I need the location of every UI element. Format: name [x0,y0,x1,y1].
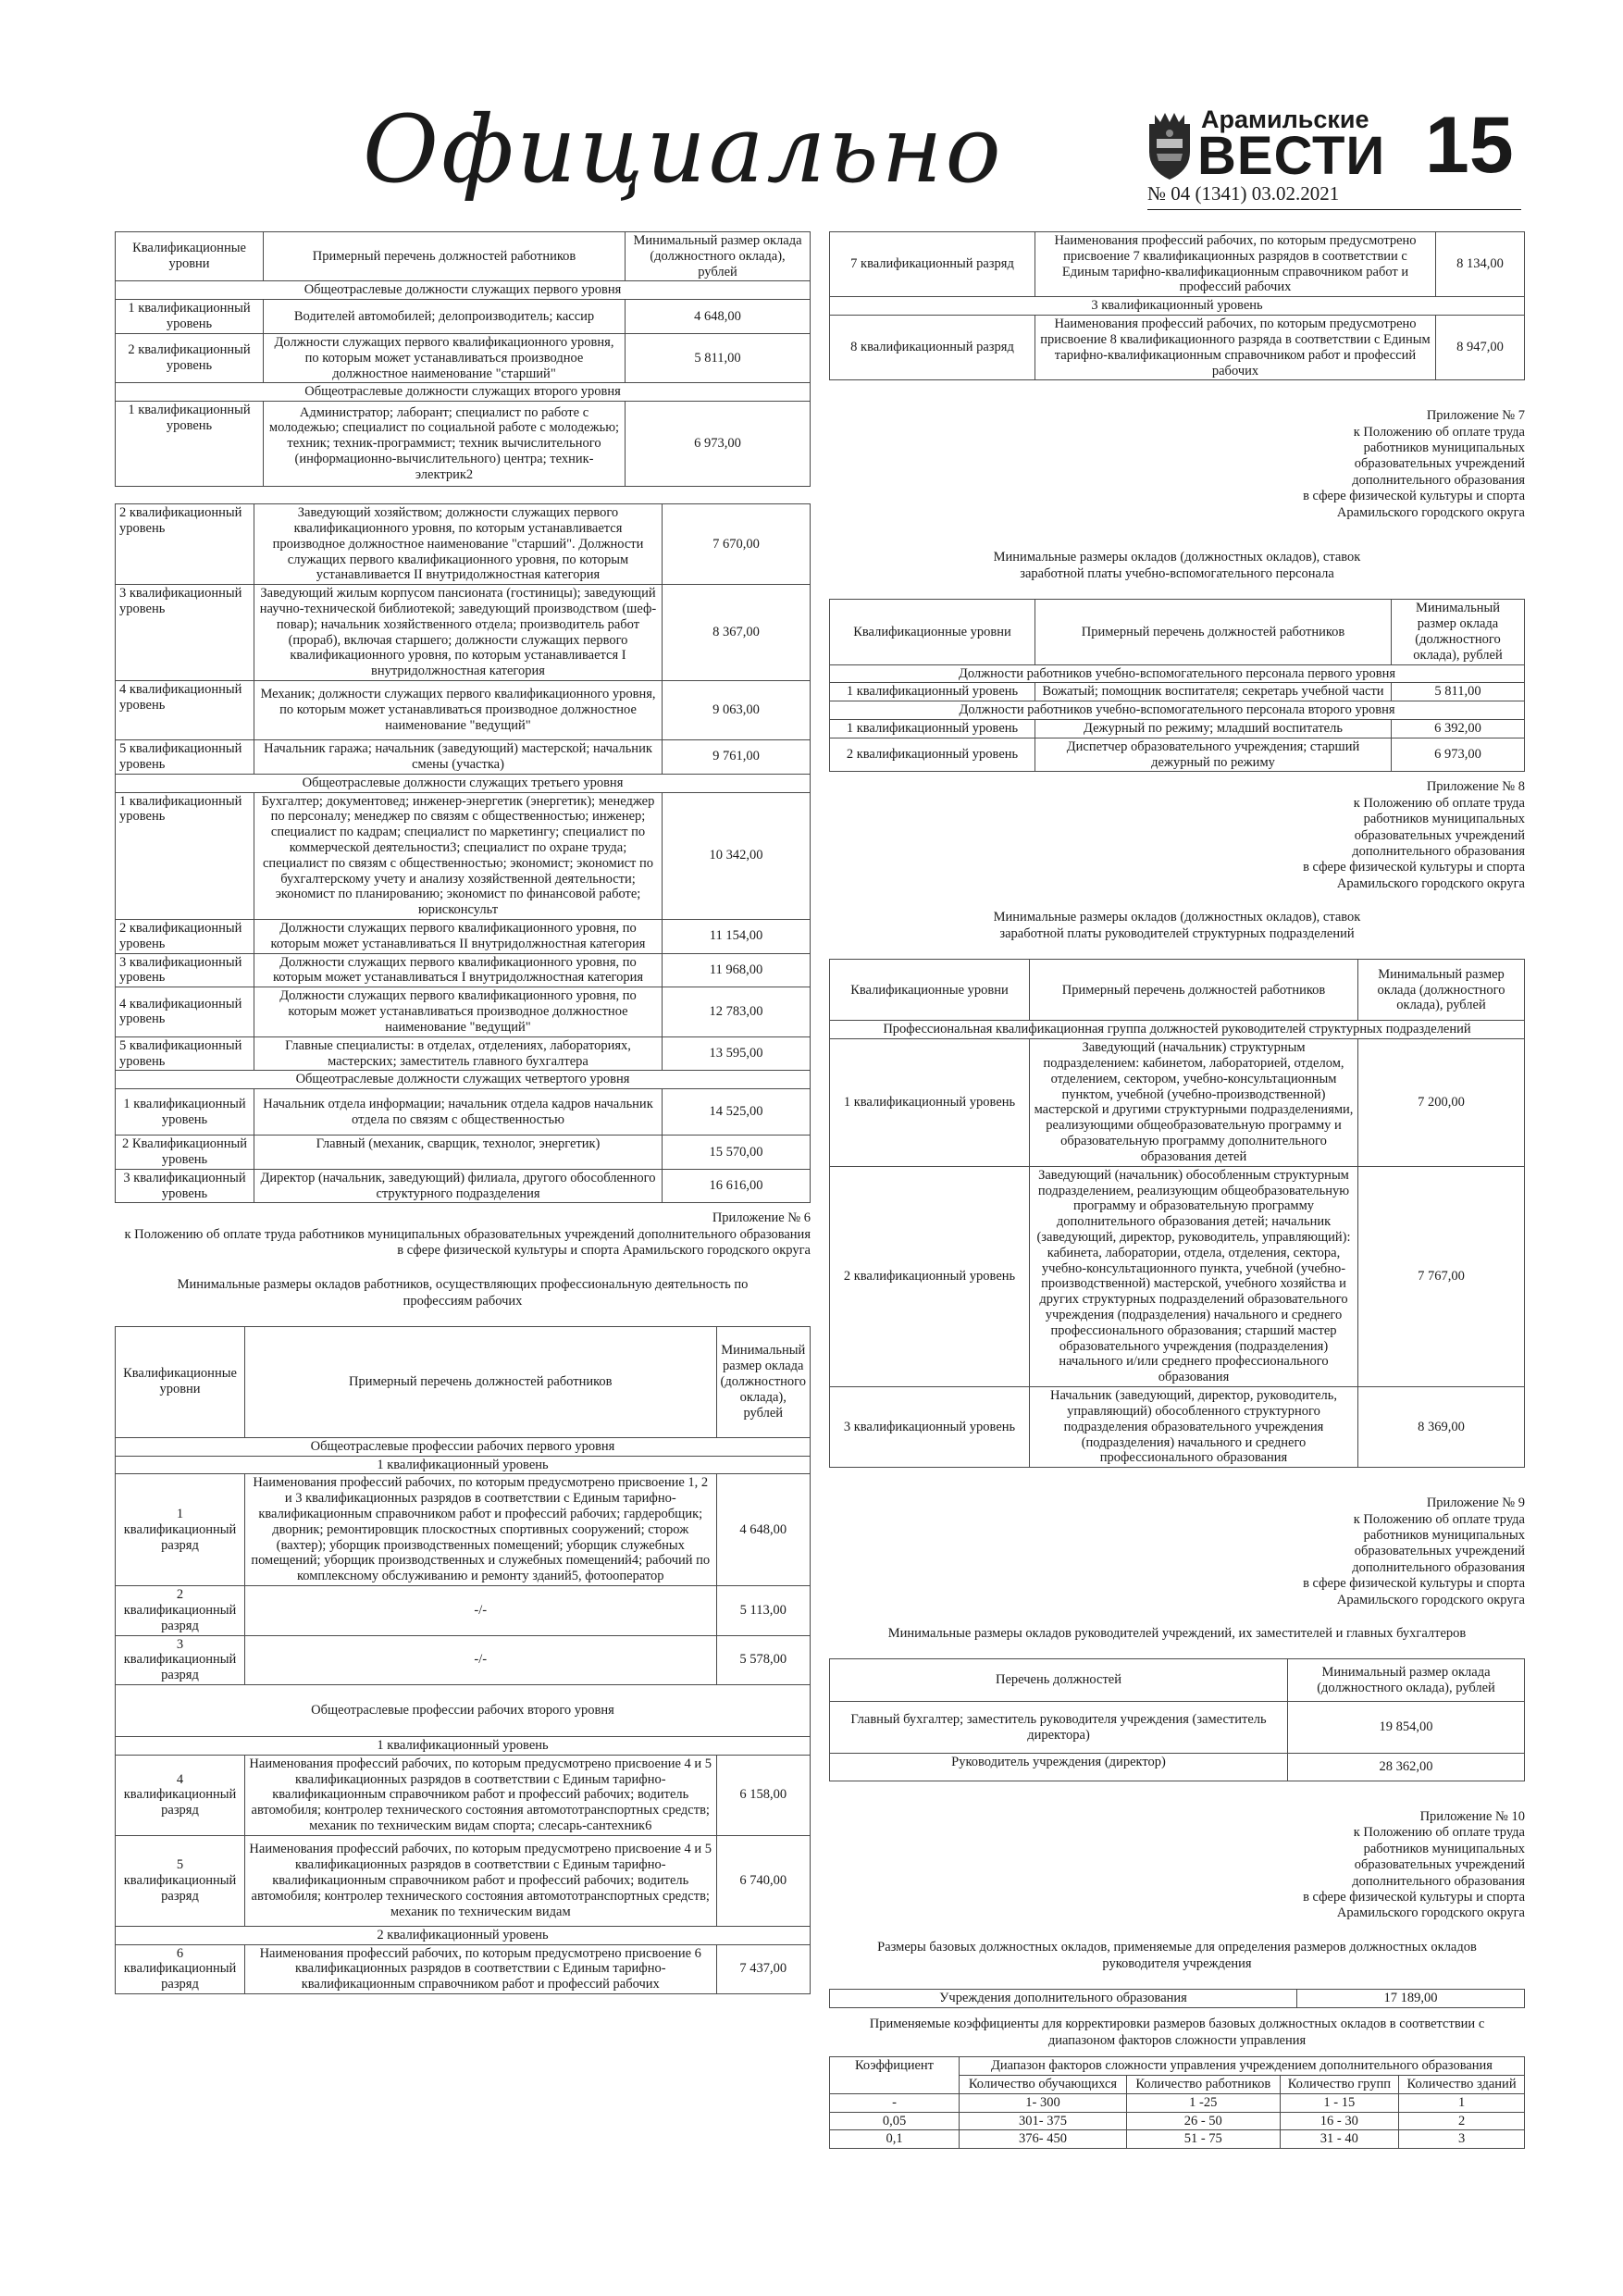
appendix-9-line: дополнительного образования [1352,1559,1525,1575]
table-row: 4 квалификационный уровень Механик; должности служащих первого квалификационного уровня, по которым может устанавливаться производное должностное наименование "ведущий" 9 063,00 [116,681,811,740]
salary-table-workers [115,1326,811,1994]
appendix-8-line: Арамильского городского округа [1336,875,1525,891]
table-row: 0,1 376- 450 51 - 75 31 - 40 3 [830,2130,1525,2149]
table-row: 2 квалификационный уровень Заведующий (начальник) обособленным структурным подразделением, реализующим общеобразовательную программу и образовательную программу дополнительного образования детей; начальник (заведующий, директор, руководитель, управляющий): кабинета, лаборатории, отдела, отделения, сектора, учебно-консультационного пункта, учебной (учебно-производственной) мастерской, учебного хозяйства и других структурных подразделений образовательного учреждения (подразделения) начального и среднего профессионального образования; старший мастер образовательного учреждения (подразделения) начального и/или среднего профессионального образования 7 767,00 [830,1166,1525,1386]
col-header-levels: Квалификационные уровни [830,960,1030,1021]
salary-table-support-staff [829,599,1525,772]
col-header-salary: Минимальный размер оклада (должностного оклада), рублей [1392,600,1525,664]
table-row: 1 квалификационный уровень Вожатый; помощник воспитателя; секретарь учебной части 5 811,00 [830,683,1525,701]
appendix-7-line: работников муниципальных [1363,441,1525,456]
appendix-9-title: Приложение № 9 [1426,1496,1525,1511]
table-row: 3 квалификационный уровень Заведующий жилым корпусом пансионата (гостиницы); заведующий научно-технической библиотекой; заведующий производством (шеф-повар); начальник хозяйственного отдела; производитель работ (прораб), включая старшего; должности служащих первого квалификационного уровня, по которым устанавливается I внутридолжностная категория 8 367,00 [116,585,811,681]
appendix-6-caption: Минимальные размеры окладов работников, осуществляющих профессиональную деятельность по профессиям рабочих [177,1276,749,1309]
appendix-7-line: дополнительного образования [1352,472,1525,488]
col-header-workers: Количество работников [1126,2075,1280,2093]
table-row: 1 квалификационный уровень Администратор; лаборант; специалист по работе с молодежью; специалист по социальной работе с молодежью; техник; техник-программист; техник вычислительного (информационно-вычислительного) центра; техник-электрик2 6 973,00 [116,402,811,487]
page-number: 15 [1425,101,1514,190]
appendix-7-caption: Минимальные размеры окладов (должностных окладов), ставок [993,550,1361,565]
appendix-7-caption-2: заработной платы учебно-вспомогательного персонала [1020,566,1334,582]
table-row: 2 Квалификационный уровень Главный (механик, сварщик, технолог, энергетик) 15 570,00 [116,1136,811,1170]
appendix-8-line: образовательных учреждений [1354,827,1525,843]
section-row: 3 квалификационный уровень [830,297,1525,316]
table-row: 5 квалификационный разряд Наименования профессий рабочих, по которым предусмотрено присвоение 4 и 5 квалификационных разрядов в соответствии с Единым тарифно-квалификационным справочником работ и профессий рабочих; водитель автомобиля; контролер технического состояния автомототранспортных средств; механик по техническим видам 6 740,00 [116,1835,811,1926]
appendix-8-line: работников муниципальных [1363,812,1525,827]
appendix-7-title: Приложение № 7 [1426,408,1525,424]
table-row: Учреждения дополнительного образования 17 189,00 [830,1990,1525,2008]
coat-of-arms-icon [1144,111,1196,181]
appendix-7-line: образовательных учреждений [1354,456,1525,472]
col-header-salary: Минимальный размер оклада (должностного оклада), рублей [1358,960,1525,1021]
appendix-10-line: образовательных учреждений [1354,1857,1525,1873]
table-row: 2 квалификационный уровень Должности служащих первого квалификационного уровня, по которым может устанавливаться производное должностное наименование "старший" 5 811,00 [116,333,811,382]
issue-number: № 04 (1341) 03.02.2021 [1147,182,1340,205]
section-row: Общеотраслевые должности служащих третьего уровня [116,774,811,792]
newspaper-logo [1144,102,1386,186]
appendix-10-line: работников муниципальных [1363,1841,1525,1856]
appendix-7-line: Арамильского городского округа [1336,504,1525,520]
appendix-10-title: Приложение № 10 [1419,1809,1525,1825]
base-salary-table [829,1989,1525,2008]
table-row: 4 квалификационный уровень Должности служащих первого квалификационного уровня, по которым может устанавливаться производное должностное наименование "ведущий" 12 783,00 [116,987,811,1036]
col-header-salary: Минимальный размер оклада (должностного оклада), рублей [716,1326,811,1437]
table-row: 3 квалификационный уровень Должности служащих первого квалификационного уровня, по которым может устанавливаться I внутридолжностная категория 11 968,00 [116,953,811,987]
col-header-students: Количество обучающихся [960,2075,1127,2093]
left-column [115,231,811,1994]
appendix-7-line: в сфере физической культуры и спорта [1303,489,1525,504]
section-row: 1 квалификационный уровень [116,1736,811,1755]
table-row: 2 квалификационный уровень Заведующий хозяйством; должности служащих первого квалификационного уровня, по которым устанавливается производное должностное наименование "старший". Должности служащих первого квалификационного уровня, по которым устанавливается II внутридолжностная категория 7 670,00 [116,504,811,585]
salary-table-managers [829,1658,1525,1781]
table-row: 2 квалификационный разряд -/- 5 113,00 [116,1586,811,1635]
table-row: 4 квалификационный разряд Наименования профессий рабочих, по которым предусмотрено присвоение 4 и 5 квалификационных разрядов в соответствии с Единым тарифно-квалификационным справочником работ и профессий рабочих; водитель автомобиля; контролер технического состояния автомототранспортных средств; механик по техническим видам спорта; слесарь-сантехник6 6 158,00 [116,1755,811,1835]
col-header-groups: Количество групп [1280,2075,1399,2093]
appendix-10-line: в сфере физической культуры и спорта [1303,1889,1525,1905]
col-header-buildings: Количество зданий [1399,2075,1525,2093]
section-row: Общеотраслевые должности служащих первого уровня [116,281,811,300]
section-row: Общеотраслевые профессии рабочих первого уровня [116,1437,811,1456]
table-row: 1 квалификационный разряд Наименования профессий рабочих, по которым предусмотрено присвоение 1, 2 и 3 квалификационных разрядов в соответствии с Единым тарифно-квалификационным справочником работ и профессий рабочих; гардеробщик; дворник; ремонтировщик плоскостных спортивных сооружений; сторож (вахтер); уборщик производственных помещений; уборщик служебных помещений; уборщик производственных и служебных помещений4; рабочий по комплексному обслуживанию и ремонту зданий5, фотооператор 4 648,00 [116,1474,811,1586]
appendix-6-subtitle: к Положению об оплате труда работников муниципальных образовательных учреждений дополнительного образования в сфере физической культуры и спорта Арамильского городского округа [124,1226,811,1259]
appendix-8-line: к Положению об оплате труда [1353,795,1525,811]
appendix-9-caption: Минимальные размеры окладов руководителей учреждений, их заместителей и главных бухгалтеров [887,1625,1467,1641]
brand-name-small: Арамильские [1201,105,1369,133]
table-row: - 1- 300 1 -25 1 - 15 1 [830,2093,1525,2112]
appendix-10-line: к Положению об оплате труда [1353,1825,1525,1841]
section-row: 2 квалификационный уровень [116,1926,811,1944]
appendix-9-line: в сфере физической культуры и спорта [1303,1576,1525,1592]
appendix-8-line: в сфере физической культуры и спорта [1303,860,1525,875]
table-row: 1 квалификационный уровень Дежурный по режиму; младший воспитатель 6 392,00 [830,719,1525,738]
brand-name-big: ВЕСТИ [1197,126,1386,186]
section-row: Общеотраслевые профессии рабочих второго уровня [116,1684,811,1736]
appendix-10-line: Арамильского городского округа [1336,1905,1525,1921]
table-row: 8 квалификационный разряд Наименования профессий рабочих, по которым предусмотрено присвоение 8 квалификационного разряда в соответствии с Единым тарифно-квалификационным справочником работ и профессий рабочих 8 947,00 [830,316,1525,380]
section-row: Общеотраслевые должности служащих четвертого уровня [116,1071,811,1089]
appendix-9-line: образовательных учреждений [1354,1544,1525,1559]
appendix-9-line: работников муниципальных [1363,1527,1525,1543]
section-row: Общеотраслевые должности служащих второго уровня [116,383,811,402]
col-header-coefficient: Коэффициент [830,2057,960,2094]
table-row: 2 квалификационный уровень Диспетчер образовательного учреждения; старший дежурный по режиму 6 973,00 [830,738,1525,772]
section-row: Должности работников учебно-вспомогательного персонала первого уровня [830,664,1525,683]
coefficient-table [829,2056,1525,2149]
col-header-positions: Перечень должностей [830,1659,1288,1702]
table-row: 3 квалификационный разряд -/- 5 578,00 [116,1635,811,1684]
col-header-positions: Примерный перечень должностей работников [264,232,626,281]
col-header-positions: Примерный перечень должностей работников [245,1326,717,1437]
table-row: 1 квалификационный уровень Начальник отдела информации; начальник отдела кадров начальник отдела по связям с общественностью 14 525,00 [116,1089,811,1136]
section-row: 1 квалификационный уровень [116,1456,811,1474]
appendix-8-line: дополнительного образования [1352,843,1525,859]
appendix-8-caption-2: заработной платы руководителей структурных подразделений [999,926,1355,942]
table-row: Главный бухгалтер; заместитель руководителя учреждения (заместитель директора) 19 854,00 [830,1702,1525,1754]
appendix-10-line: дополнительного образования [1352,1873,1525,1889]
table-row: 3 квалификационный уровень Директор (начальник, заведующий) филиала, другого обособленного структурного подразделения 16 616,00 [116,1169,811,1203]
appendix-10-caption-2: Применяемые коэффициенты для корректировки размеров базовых должностных окладов в соответствии с диапазоном факторов сложности управления [869,2016,1485,2048]
table-row: 3 квалификационный уровень Начальник (заведующий, директор, руководитель, управляющий) обособленного структурного подразделения образовательного учреждения (подразделения) начального и среднего профессионального образования 8 369,00 [830,1387,1525,1468]
col-header-levels: Квалификационные уровни [116,1326,245,1437]
table-row: 1 квалификационный уровень Заведующий (начальник) структурным подразделением: кабинетом, лабораторией, отделом, отделением, сектором, учебно-консультационным пунктом, учебной (учебно-производственной) мастерской и другими структурными подразделениями, реализующими общеобразовательную программу и образовательную программу дополнительного образования детей 7 200,00 [830,1039,1525,1167]
appendix-7-line: к Положению об оплате труда [1353,424,1525,440]
col-header-positions: Примерный перечень должностей работников [1035,600,1392,664]
col-header-salary: Минимальный размер оклада (должностного оклада), рублей [1288,1659,1525,1702]
section-row: Должности работников учебно-вспомогательного персонала второго уровня [830,701,1525,720]
salary-table-general-1 [115,231,811,487]
salary-table-workers-cont [829,231,1525,380]
salary-table-general-2 [115,503,811,1203]
col-header-salary: Минимальный размер оклада (должностного оклада), рублей [626,232,811,281]
appendix-6-title: Приложение № 6 [712,1210,811,1226]
appendix-9-line: к Положению об оплате труда [1353,1511,1525,1527]
col-header-levels: Квалификационные уровни [116,232,264,281]
table-row: 7 квалификационный разряд Наименования профессий рабочих, по которым предусмотрено присвоение 7 квалификационных разрядов в соответствии с Единым тарифно-квалификационным справочником работ и профессий рабочих 8 134,00 [830,232,1525,297]
table-row: 5 квалификационный уровень Главные специалисты: в отделах, отделениях, лабораториях, мастерских; заместитель главного бухгалтера 13 595,00 [116,1036,811,1071]
appendix-8-caption: Минимальные размеры окладов (должностных окладов), ставок [993,910,1361,925]
section-title: Официально [363,95,1004,204]
table-row: 0,05 301- 375 26 - 50 16 - 30 2 [830,2112,1525,2130]
appendix-8-title: Приложение № 8 [1426,779,1525,795]
table-row: 2 квалификационный уровень Должности служащих первого квалификационного уровня, по которым может устанавливаться II внутридолжностная категория 11 154,00 [116,920,811,954]
appendix-10-caption: Размеры базовых должностных окладов, применяемые для определения размеров должностных окладов руководителя учреждения [877,1939,1477,1971]
salary-table-department-heads [829,959,1525,1468]
right-column [829,231,1525,2149]
table-row: 1 квалификационный уровень Водителей автомобилей; делопроизводитель; кассир 4 648,00 [116,300,811,334]
col-header-levels: Квалификационные уровни [830,600,1035,664]
section-row: Профессиональная квалификационная группа должностей руководителей структурных подразделений [830,1021,1525,1039]
col-header-range: Диапазон факторов сложности управления учреждением дополнительного образования [960,2057,1525,2076]
header-divider [1147,209,1521,210]
table-row: 1 квалификационный уровень Бухгалтер; документовед; инженер-энергетик (энергетик); менеджер по персоналу; менеджер по связям с общественностью; инженер; специалист по кадрам; специалист по маркетингу; специалист по коммерческой деятельности3; специалист по охране труда; специалист по связям с общественностью; экономист; экономист по бухгалтерскому учету и анализу хозяйственной деятельности; экономист по планированию; экономист по финансовой работе; юрисконсульт 10 342,00 [116,792,811,920]
table-row: Руководитель учреждения (директор) 28 362,00 [830,1754,1525,1781]
col-header-positions: Примерный перечень должностей работников [1030,960,1358,1021]
table-row: 5 квалификационный уровень Начальник гаража; начальник (заведующий) мастерской; начальник смены (участка) 9 761,00 [116,740,811,775]
appendix-9-line: Арамильского городского округа [1336,1592,1525,1607]
table-row: 6 квалификационный разряд Наименования профессий рабочих, по которым предусмотрено присвоение 6 квалификационных разрядов в соответствии с Единым тарифно-квалификационным справочником работ и профессий рабочих 7 437,00 [116,1944,811,1993]
